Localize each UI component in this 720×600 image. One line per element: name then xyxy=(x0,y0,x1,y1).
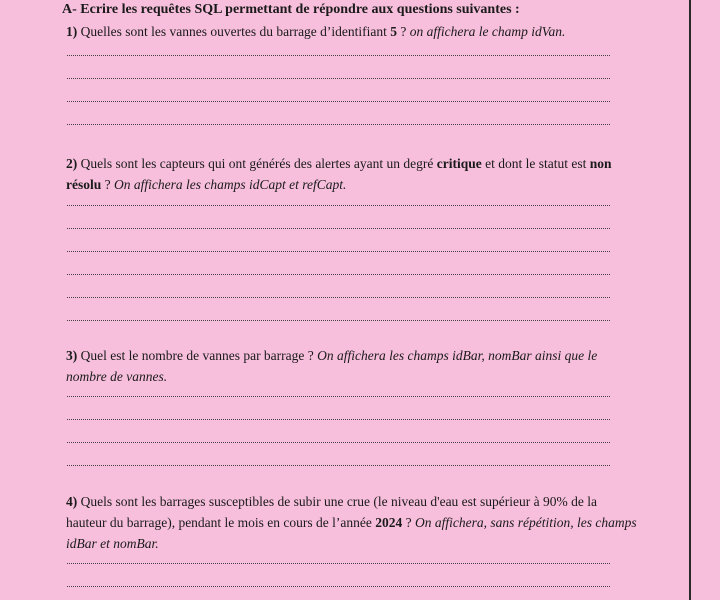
answer-line[interactable] xyxy=(67,419,610,420)
question-instruction: On affichera les champs idBar, nomBar ainsi que le nombre de vannes. xyxy=(66,348,598,384)
question-number: 2) xyxy=(66,156,78,171)
question-bold: non résolu xyxy=(66,156,612,192)
question-text: Quel est le nombre de vannes par barrage ? xyxy=(80,348,318,363)
question-number: 4) xyxy=(66,494,78,509)
margin-rule xyxy=(689,0,691,600)
answer-line[interactable] xyxy=(67,251,610,252)
answer-line[interactable] xyxy=(67,78,610,79)
answer-line[interactable] xyxy=(67,320,610,321)
question-1 xyxy=(66,21,638,42)
question-text: Quels sont les barrages susceptibles de subir une crue (le niveau d'eau est supérieur à 90% de la hauteur du barrage), pendant le mois en cours de l’année xyxy=(66,494,598,530)
answer-line[interactable] xyxy=(67,563,610,564)
question-3 xyxy=(66,345,638,387)
answer-line[interactable] xyxy=(67,442,610,443)
question-text: ? xyxy=(397,24,410,39)
question-text: Quels sont les capteurs qui ont générés des alertes ayant un degré xyxy=(80,156,437,171)
question-number: 1) xyxy=(66,24,78,39)
answer-line[interactable] xyxy=(67,297,610,298)
question-instruction: On affichera, sans répétition, les champs idBar et nomBar. xyxy=(66,515,637,551)
section-heading: A- Ecrire les requêtes SQL permettant de répondre aux questions suivantes : xyxy=(62,2,520,17)
answer-line[interactable] xyxy=(67,205,610,206)
question-instruction: On affichera les champs idCapt et refCapt. xyxy=(114,177,347,192)
answer-line[interactable] xyxy=(67,465,610,466)
answer-line[interactable] xyxy=(67,124,610,125)
answer-line[interactable] xyxy=(67,55,610,56)
question-4 xyxy=(66,491,638,554)
answer-line[interactable] xyxy=(67,396,610,397)
question-instruction: on affichera le champ idVan. xyxy=(409,24,566,39)
question-text: et dont le statut est xyxy=(481,156,590,171)
question-bold: critique xyxy=(436,156,482,171)
question-text: ? xyxy=(402,515,415,530)
question-text: Quelles sont les vannes ouvertes du barrage d’identifiant xyxy=(80,24,391,39)
question-bold: 5 xyxy=(390,24,398,39)
answer-line[interactable] xyxy=(67,228,610,229)
question-number: 3) xyxy=(66,348,78,363)
question-bold: 2024 xyxy=(375,515,403,530)
answer-line[interactable] xyxy=(67,101,610,102)
question-2 xyxy=(66,153,638,195)
answer-line[interactable] xyxy=(67,586,610,587)
question-text: ? xyxy=(101,177,114,192)
answer-line[interactable] xyxy=(67,274,610,275)
